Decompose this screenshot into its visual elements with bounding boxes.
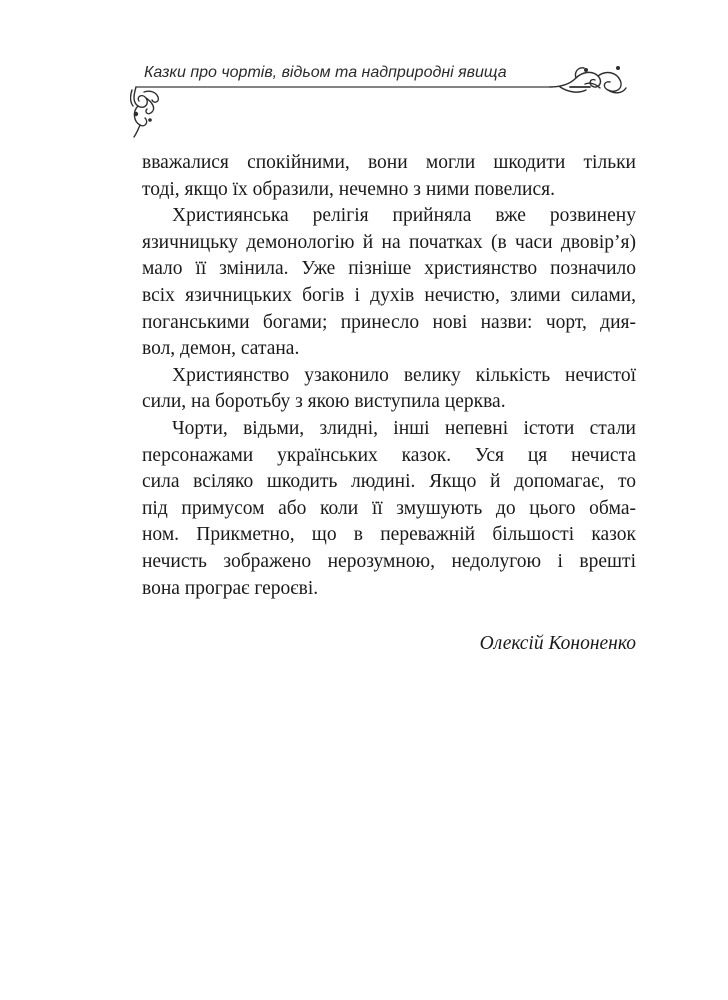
text-line: Християнство узаконило велику кількість нечистої (172, 364, 636, 386)
text-line: тоді, якщо їх образили, нечемно з ними повелися. (142, 178, 555, 200)
author-signature: Олексій Кононенко (479, 633, 636, 654)
paragraph-4 (142, 416, 636, 602)
text-line: вона програє героєві. (142, 577, 319, 599)
running-head-title: Казки про чортів, відьом та надприродні явища (144, 64, 507, 81)
running-head (130, 62, 630, 142)
text-line: персонажами українських казок. Уся ця нечиста (142, 444, 636, 466)
text-line: мало її змінила. Уже пізніше християнство позначило (142, 258, 636, 280)
text-line: нечисть зображено нерозумною, недолугою і врешті (142, 550, 636, 572)
paragraph-2 (142, 203, 636, 363)
text-line: Християнська релігія прийняла вже розвинену (172, 205, 636, 227)
body-text (142, 150, 636, 602)
text-line: ном. Прикметно, що в переважній більшості казок (142, 524, 636, 546)
text-line: всіх язичницьких богів і духів нечистю, злими силами, (142, 284, 636, 306)
right-flourish-ornament (550, 66, 626, 93)
left-flourish-ornament (131, 87, 159, 137)
text-line: поганськими богами; принесло нові назви: чорт, дия- (142, 311, 636, 333)
text-line: вол, демон, сатана. (142, 338, 300, 360)
ornamental-header-rule (130, 62, 630, 142)
text-line: під примусом або коли її змушують до цього обма- (142, 497, 636, 519)
text-line: язичницьку демонологію й на початках (в часи двовір’я) (142, 231, 636, 253)
paragraph-1 (142, 150, 636, 203)
text-line: Чорти, відьми, злидні, інші непевні істоти стали (172, 417, 636, 439)
paragraph-3 (142, 363, 636, 416)
text-line: вважалися спокійними, вони могли шкодити тільки (142, 152, 636, 173)
text-line: сили, на боротьбу з якою виступила церква. (142, 391, 506, 413)
text-line: сила всіляко шкодить людині. Якщо й допомагає, то (142, 471, 636, 493)
